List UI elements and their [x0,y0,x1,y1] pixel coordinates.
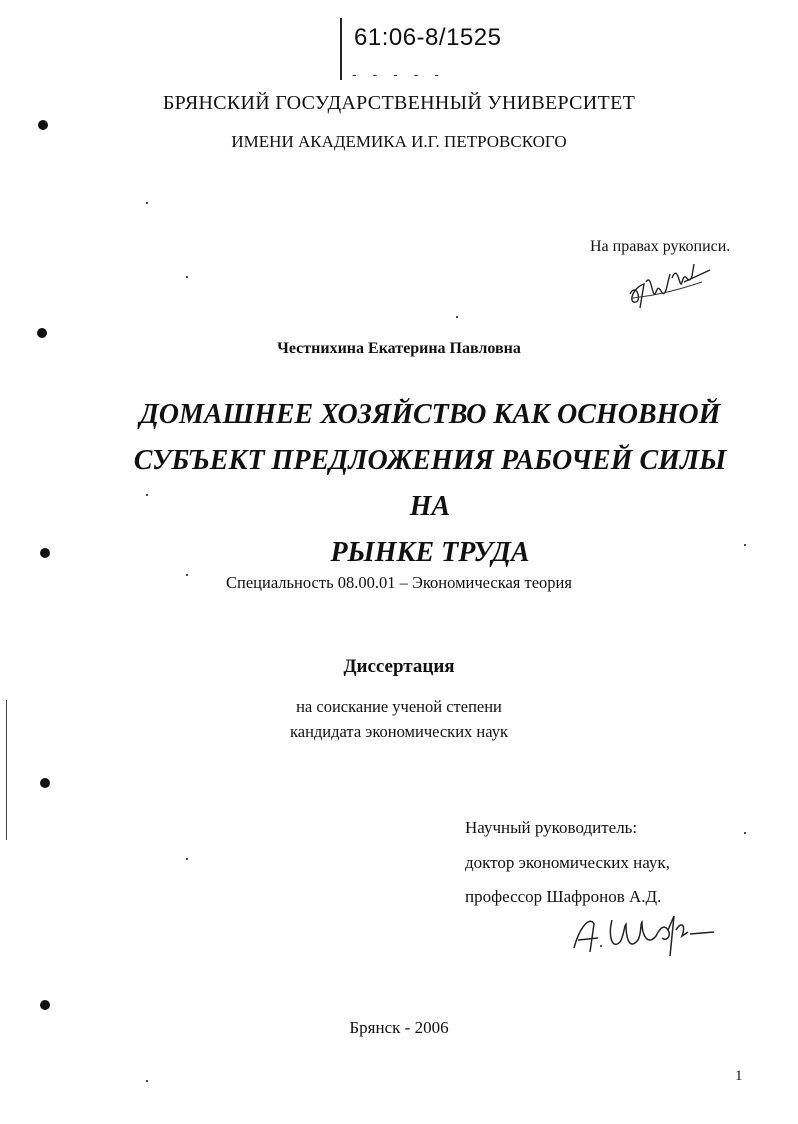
speck [744,832,746,834]
stamp-dashes: - - - - - [352,66,445,82]
speck [186,858,188,860]
speck [186,574,188,576]
supervisor-signature [568,906,718,964]
scan-edge-line [6,700,7,840]
supervisor-degree: доктор экономических наук, [465,853,670,872]
supervisor-label: Научный руководитель: [465,818,638,837]
binding-hole [38,120,48,130]
speck [146,1080,148,1082]
page-number: 1 [735,1068,743,1084]
binding-hole [40,778,50,788]
author-name: Честнихина Екатерина Павловна [277,340,521,357]
speck [146,494,148,496]
title-line: СУБЪЕКТ ПРЕДЛОЖЕНИЯ РАБОЧЕЙ СИЛЫ НА [133,445,727,522]
archive-code: 61:06-8/1525 [354,24,502,51]
speck [186,276,188,278]
speck [146,202,148,204]
degree-line: на соискание ученой степени [296,697,502,716]
stamp-line [340,18,342,80]
binding-hole [37,328,47,338]
supervisor-name: профессор Шафронов А.Д. [465,887,662,906]
binding-hole [40,548,50,558]
author-signature [622,252,712,312]
degree-line: кандидата экономических наук [289,722,508,741]
speck [456,316,458,318]
speck [744,544,746,546]
title-line: РЫНКЕ ТРУДА [330,537,530,568]
title-line: ДОМАШНЕЕ ХОЗЯЙСТВО КАК ОСНОВНОЙ [139,399,721,430]
specialty: Специальность 08.00.01 – Экономическая теория [226,573,572,592]
university-name: БРЯНСКИЙ ГОСУДАРСТВЕННЫЙ УНИВЕРСИТЕТ [162,92,636,114]
university-subtitle: ИМЕНИ АКАДЕМИКА И.Г. ПЕТРОВСКОГО [231,132,567,151]
binding-hole [40,1000,50,1010]
archive-stamp [338,14,538,84]
document-type: Диссертация [343,656,455,677]
city-year: Брянск - 2006 [349,1018,449,1037]
manuscript-rights-note: На правах рукописи. [590,238,731,255]
dissertation-title [110,392,750,576]
